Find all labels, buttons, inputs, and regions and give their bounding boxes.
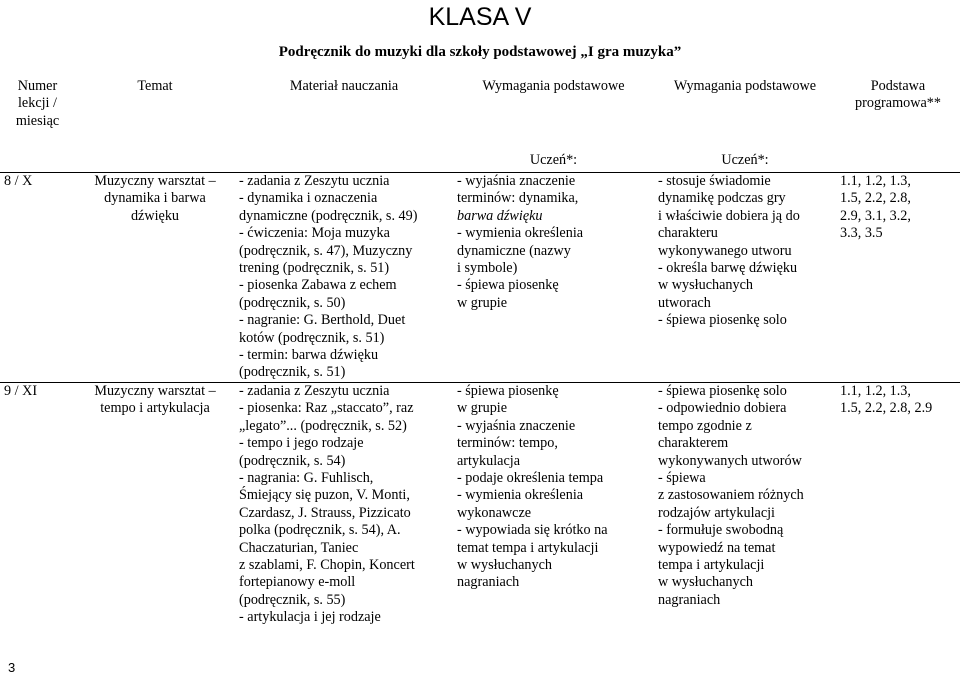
extended-line: wykonywanego utworu [658, 242, 792, 259]
material-line: - termin: barwa dźwięku [239, 347, 379, 364]
material-line: (podręcznik, s. 47), Muzyczny [239, 242, 413, 259]
extended-line: - określa barwę dźwięku [658, 260, 798, 277]
lesson-topic: Muzyczny warsztat – dynamika i barwa dźwięku [94, 173, 216, 224]
extended-line: - odpowiednio dobiera [658, 400, 787, 417]
subheader-extended-student: Uczeń*: [721, 152, 769, 168]
extended-line: tempo zgodnie z [658, 417, 752, 434]
basic-line: temat tempa i artykulacji [457, 539, 599, 556]
material-line: - zadania z Zeszytu ucznia [239, 382, 390, 399]
basic-line: - wypowiada się krótko na [457, 522, 608, 539]
header-curriculum: Podstawa programowa** [855, 78, 941, 112]
material-line: Czardasz, J. Strauss, Pizzicato [239, 504, 411, 521]
basic-line: w grupie [457, 400, 508, 417]
basic-line: terminów: tempo, [457, 435, 558, 452]
material-line: - nagranie: G. Berthold, Duet [239, 312, 406, 329]
extended-line: - śpiewa piosenkę solo [658, 382, 787, 399]
curriculum-line: 1.1, 1.2, 1.3, [840, 382, 911, 399]
header-extended-requirements: Wymagania podstawowe [673, 78, 817, 94]
curriculum-line: 1.5, 2.2, 2.8, 2.9 [840, 400, 933, 417]
material-line: - zadania z Zeszytu ucznia [239, 173, 390, 189]
extended-line: utworach [658, 294, 711, 311]
curriculum-line: 3.3, 3.5 [840, 225, 883, 242]
basic-line: w wysłuchanych [457, 556, 552, 573]
extended-requirements-cell [654, 382, 836, 626]
extended-line: charakteru [658, 225, 718, 242]
basic-line: wykonawcze [457, 504, 532, 521]
material-line: (podręcznik, s. 50) [239, 294, 346, 311]
table-row [0, 173, 960, 383]
page-number: 3 [8, 660, 16, 675]
material-line: Śmiejący się puzon, V. Monti, [239, 487, 410, 504]
basic-line: - podaje określenia tempa [457, 469, 604, 486]
material-line: fortepianowy e-moll [239, 574, 356, 591]
material-cell [235, 382, 453, 626]
material-line: trening (podręcznik, s. 51) [239, 260, 390, 277]
extended-line: tempa i artykulacji [658, 556, 765, 573]
basic-requirements-cell [453, 382, 654, 626]
extended-line: wypowiedź na temat [658, 539, 776, 556]
lesson-number: 8 / X [4, 173, 33, 189]
material-line: z szablami, F. Chopin, Koncert [239, 556, 415, 573]
material-line: - piosenka Zabawa z echem [239, 277, 397, 294]
material-line: - piosenka: Raz „staccato”, raz [239, 400, 414, 417]
table-header-row [0, 78, 960, 152]
extended-line: dynamikę podczas gry [658, 190, 786, 207]
material-line: kotów (podręcznik, s. 51) [239, 329, 385, 346]
basic-line: - wymienia określenia [457, 487, 584, 504]
basic-line: artykulacja [457, 452, 521, 469]
basic-line: nagraniach [457, 574, 520, 591]
header-basic-requirements: Wymagania podstawowe [482, 78, 625, 94]
material-line: polka (podręcznik, s. 54), A. [239, 522, 401, 539]
curriculum-line: 1.5, 2.2, 2.8, [840, 190, 911, 207]
material-line: Chaczaturian, Taniec [239, 539, 359, 556]
basic-line: w grupie [457, 294, 508, 311]
basic-line: - wyjaśnia znaczenie [457, 173, 576, 189]
extended-line: rodzajów artykulacji [658, 504, 775, 521]
table-row [0, 382, 960, 626]
curriculum-line: 1.1, 1.2, 1.3, [840, 173, 911, 189]
basic-line: dynamiczne (nazwy [457, 242, 571, 259]
extended-line: charakterem [658, 435, 729, 452]
material-line: - tempo i jego rodzaje [239, 435, 364, 452]
extended-requirements-cell [654, 173, 836, 383]
material-line: - dynamika i oznaczenia [239, 190, 378, 207]
basic-line: - śpiewa piosenkę [457, 382, 559, 399]
material-line: (podręcznik, s. 54) [239, 452, 346, 469]
header-topic: Temat [137, 78, 173, 94]
material-line: (podręcznik, s. 51) [239, 364, 346, 381]
curriculum-cell [836, 382, 960, 626]
material-line: - ćwiczenia: Moja muzyka [239, 225, 390, 242]
extended-line: nagraniach [658, 591, 721, 608]
header-lesson: Numer lekcji / miesiąc [15, 78, 60, 129]
material-cell [235, 173, 453, 383]
basic-line: terminów: dynamika, [457, 190, 579, 207]
basic-line: i symbole) [457, 260, 518, 277]
lesson-number: 9 / XI [4, 382, 38, 399]
extended-line: - śpiewa piosenkę solo [658, 312, 787, 329]
curriculum-table [0, 78, 960, 627]
extended-line: - formułuje swobodną [658, 522, 784, 539]
extended-line: w wysłuchanych [658, 574, 753, 591]
material-line: „legato”... (podręcznik, s. 52) [239, 417, 407, 434]
basic-line: - śpiewa piosenkę [457, 277, 559, 294]
extended-line: - stosuje świadomie [658, 173, 771, 189]
extended-line: - śpiewa [658, 469, 706, 486]
curriculum-cell [836, 173, 960, 383]
basic-line: - wyjaśnia znaczenie [457, 417, 576, 434]
subheader-basic-student: Uczeń*: [529, 152, 578, 168]
material-line: - nagrania: G. Fuhlisch, [239, 469, 374, 486]
extended-line: wykonywanych utworów [658, 452, 802, 469]
extended-line: z zastosowaniem różnych [658, 487, 804, 504]
basic-requirements-cell [453, 173, 654, 383]
header-material: Materiał nauczania [289, 78, 399, 94]
material-line: dynamiczne (podręcznik, s. 49) [239, 207, 418, 224]
table-subheader-row [0, 152, 960, 173]
extended-line: i właściwie dobiera ją do [658, 207, 800, 224]
material-line: (podręcznik, s. 55) [239, 591, 346, 608]
document-subtitle: Podręcznik do muzyki dla szkoły podstawowej „I gra muzyka” [278, 44, 682, 60]
basic-line: barwa dźwięku [457, 207, 543, 224]
basic-line: - wymienia określenia [457, 225, 584, 242]
extended-line: w wysłuchanych [658, 277, 753, 294]
document-title: KLASA V [428, 3, 532, 31]
lesson-topic: Muzyczny warsztat – tempo i artykulacja [94, 382, 216, 417]
curriculum-line: 2.9, 3.1, 3.2, [840, 207, 911, 224]
material-line: - artykulacja i jej rodzaje [239, 609, 381, 626]
